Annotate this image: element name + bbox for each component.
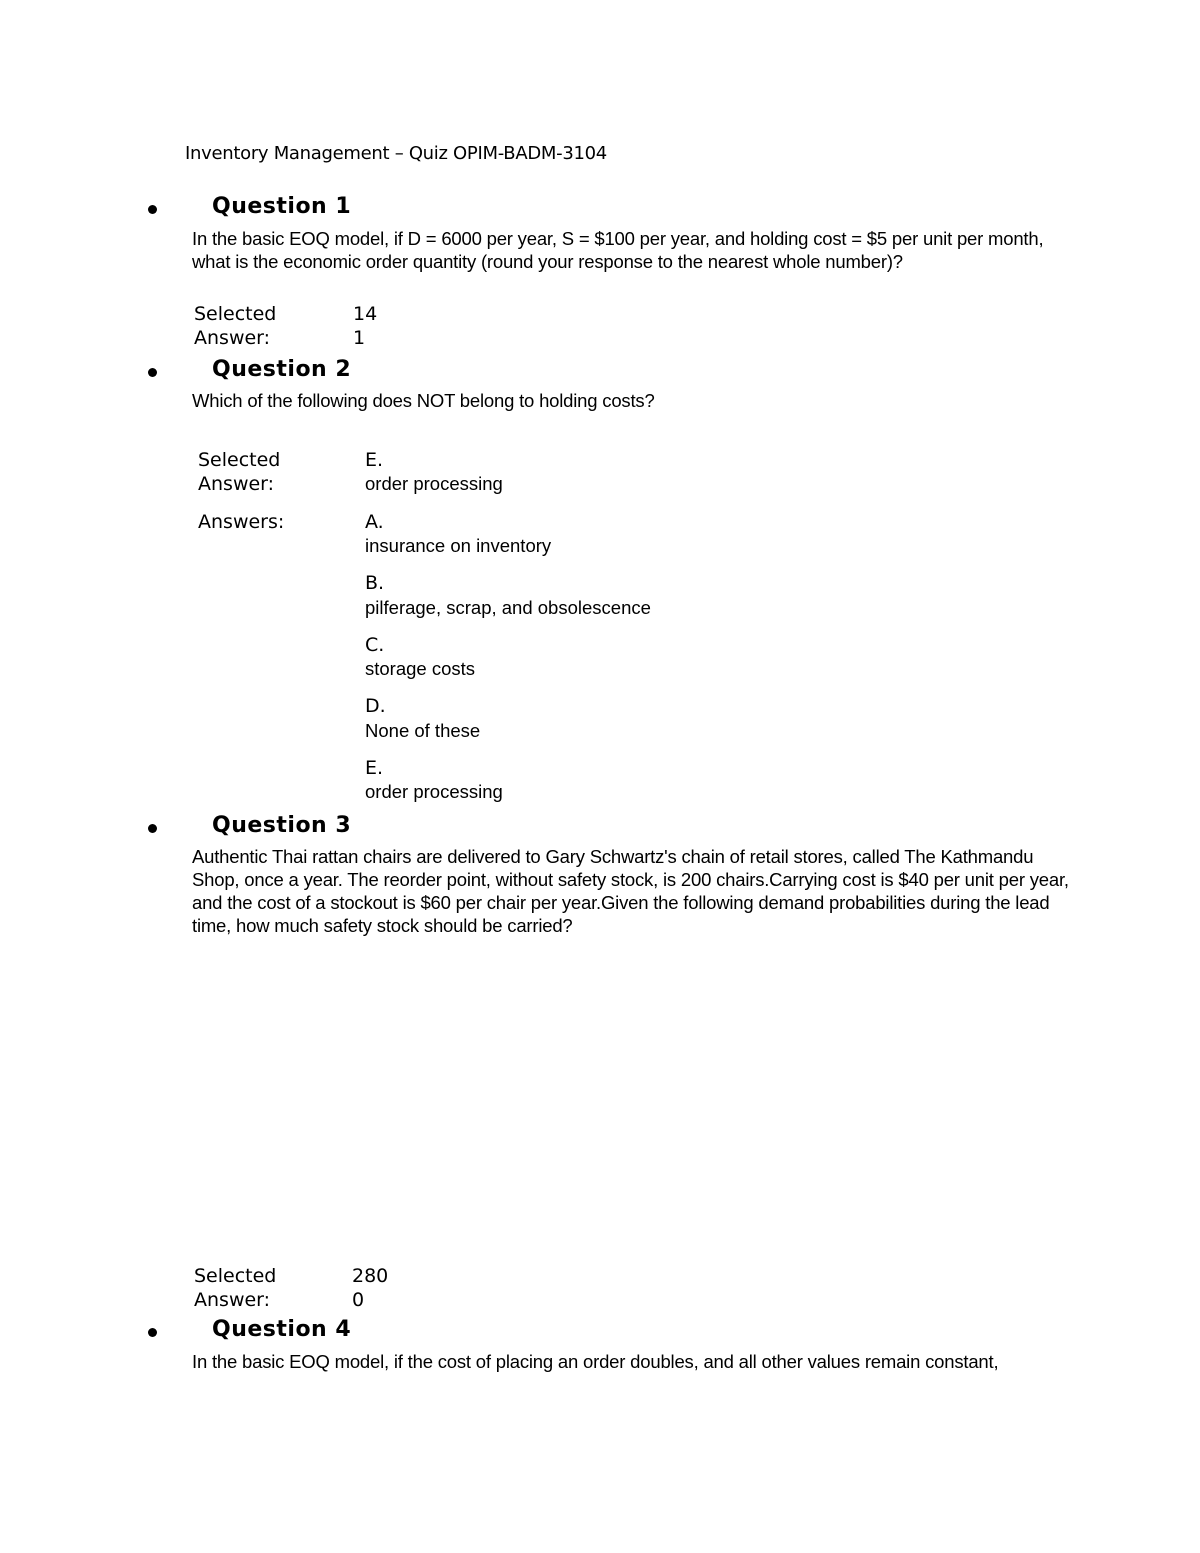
answer-option-text: storage costs bbox=[365, 658, 476, 679]
bullet-icon bbox=[148, 205, 157, 214]
selected-answer-value: 14 bbox=[353, 303, 378, 325]
question-2-text: Which of the following does NOT belong to holding costs? bbox=[192, 390, 655, 411]
selected-label: Selected bbox=[198, 449, 281, 471]
answer-option-text: pilferage, scrap, and obsolescence bbox=[365, 597, 651, 618]
selected-answer-value: 280 bbox=[352, 1265, 389, 1287]
answer-option-text: None of these bbox=[365, 720, 481, 741]
bullet-icon bbox=[148, 1328, 157, 1337]
answer-option-letter: C. bbox=[365, 634, 385, 656]
question-1-text: In the basic EOQ model, if D = 6000 per year, S = $100 per year, and holding cost = $5 per unit per month, what is the economic order quantity (round your response to the nearest whole number)? bbox=[192, 228, 1044, 272]
answer-option-letter: A. bbox=[365, 511, 384, 533]
document-title: Inventory Management – Quiz OPIM-BADM-3104 bbox=[185, 143, 607, 164]
question-3-heading: Question 3 bbox=[212, 813, 352, 838]
bullet-icon bbox=[148, 368, 157, 377]
answer-option-text: order processing bbox=[365, 781, 503, 802]
selected-answer-text: order processing bbox=[365, 473, 503, 494]
selected-answer-value: 0 bbox=[352, 1289, 365, 1311]
question-1-heading: Question 1 bbox=[212, 194, 352, 219]
answer-option-letter: D. bbox=[365, 695, 386, 717]
answer-option-text: insurance on inventory bbox=[365, 535, 552, 556]
question-2-heading: Question 2 bbox=[212, 357, 352, 382]
question-4-heading: Question 4 bbox=[212, 1317, 352, 1342]
selected-label: Selected bbox=[194, 303, 277, 325]
question-3-text: Authentic Thai rattan chairs are delivered to Gary Schwartz's chain of retail stores, called The Kathmandu Shop, once a year. The reorder point, without safety stock, is 200 chairs.Carrying cost is $40 per unit per year, and the cost of a stockout is $60 per chair per year.Given the following demand probabilities during the lead time, how much safety stock should be carried? bbox=[192, 846, 1069, 936]
answer-option-letter: B. bbox=[365, 572, 385, 594]
question-4-text: In the basic EOQ model, if the cost of placing an order doubles, and all other values remain constant, bbox=[192, 1351, 999, 1372]
selected-answer-value: 1 bbox=[353, 327, 366, 349]
answer-label: Answer: bbox=[198, 473, 275, 495]
answer-label: Answer: bbox=[194, 1289, 271, 1311]
selected-answer-letter: E. bbox=[365, 449, 384, 471]
selected-label: Selected bbox=[194, 1265, 277, 1287]
answer-label: Answer: bbox=[194, 327, 271, 349]
answers-label: Answers: bbox=[198, 511, 285, 533]
bullet-icon bbox=[148, 824, 157, 833]
answer-option-letter: E. bbox=[365, 757, 384, 779]
